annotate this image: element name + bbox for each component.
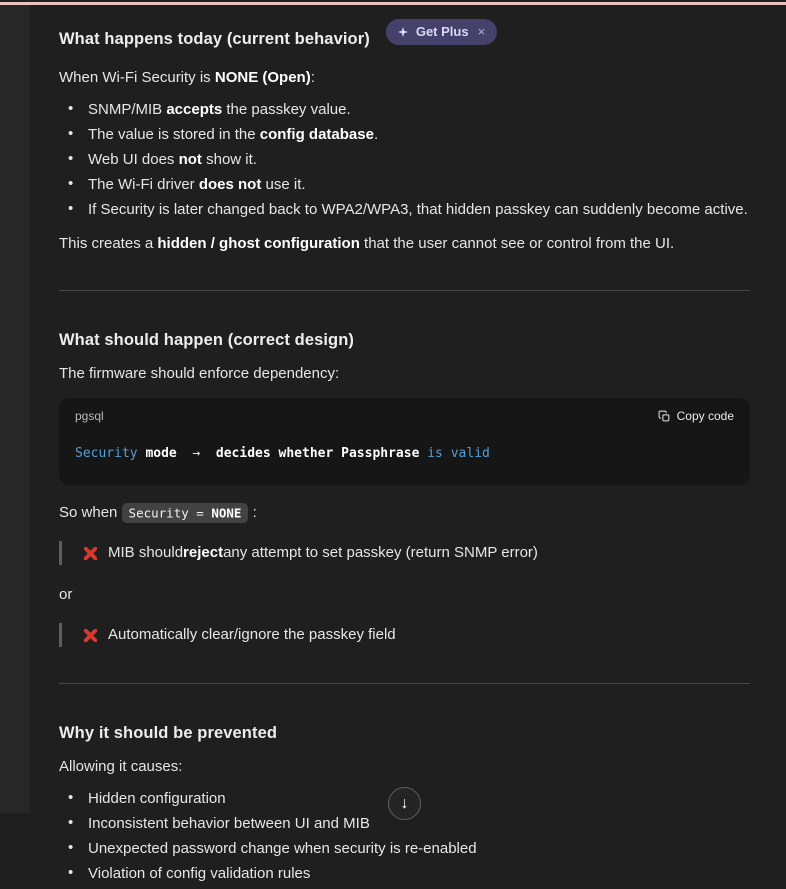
section-why-heading: Why it should be prevented: [59, 724, 278, 742]
correct-intro: The firmware should enforce dependency:: [59, 365, 340, 382]
list-item: • Hidden configuration: [59, 789, 750, 809]
so-when-line: So when Security = NONE :: [59, 504, 257, 521]
copy-code-button[interactable]: [656, 407, 736, 425]
list-item: • The value is stored in the config database.: [59, 125, 750, 145]
code-block-header: [59, 398, 750, 429]
list-item: • Violation of config validation rules: [59, 864, 750, 884]
code-block: [59, 398, 750, 485]
code-language-label: pgsql: [75, 409, 104, 423]
list-item: • Web UI does not show it.: [59, 150, 750, 170]
cross-mark-icon: [84, 629, 97, 642]
current-outro: This creates a hidden / ghost configuration that the user cannot see or control from the UI.: [59, 235, 675, 252]
close-icon[interactable]: ×: [477, 24, 486, 39]
sparkle-icon: [397, 26, 409, 38]
blockquote-clear: Automatically clear/ignore the passkey field: [59, 623, 750, 647]
list-item: • The Wi-Fi driver does not use it.: [59, 175, 750, 195]
code-content: Security mode → decides whether Passphrase is valid: [75, 446, 490, 461]
section-current-heading-row: [59, 26, 750, 52]
scroll-to-bottom-button[interactable]: [388, 787, 421, 820]
window-top-accent-line: [0, 2, 786, 5]
copy-code-label: Copy code: [676, 409, 734, 423]
cross-mark-icon: [84, 547, 97, 560]
get-plus-label: Get Plus: [415, 24, 469, 39]
copy-icon: [658, 410, 671, 423]
left-gutter: [0, 5, 30, 813]
blockquote-reject: MIB should reject any attempt to set passkey (return SNMP error): [59, 541, 750, 565]
or-text: or: [59, 586, 73, 603]
divider: [59, 290, 750, 291]
list-item: • If Security is later changed back to WPA2/WPA3, that hidden passkey can suddenly become active.: [59, 200, 750, 220]
assistant-message: [59, 0, 750, 889]
current-intro: When Wi-Fi Security is NONE (Open):: [59, 69, 315, 86]
current-bullet-list: [59, 100, 750, 220]
section-current-heading: What happens today (current behavior): [59, 30, 370, 48]
section-correct-heading: What should happen (correct design): [59, 331, 355, 349]
list-item: • Inconsistent behavior between UI and MIB: [59, 814, 750, 834]
why-intro: Allowing it causes:: [59, 758, 183, 775]
list-item: • Unexpected password change when security is re-enabled: [59, 839, 750, 859]
divider: [59, 683, 750, 684]
arrow-down-icon: ↓: [400, 794, 409, 812]
list-item: • SNMP/MIB accepts the passkey value.: [59, 100, 750, 120]
get-plus-badge[interactable]: [386, 19, 497, 45]
